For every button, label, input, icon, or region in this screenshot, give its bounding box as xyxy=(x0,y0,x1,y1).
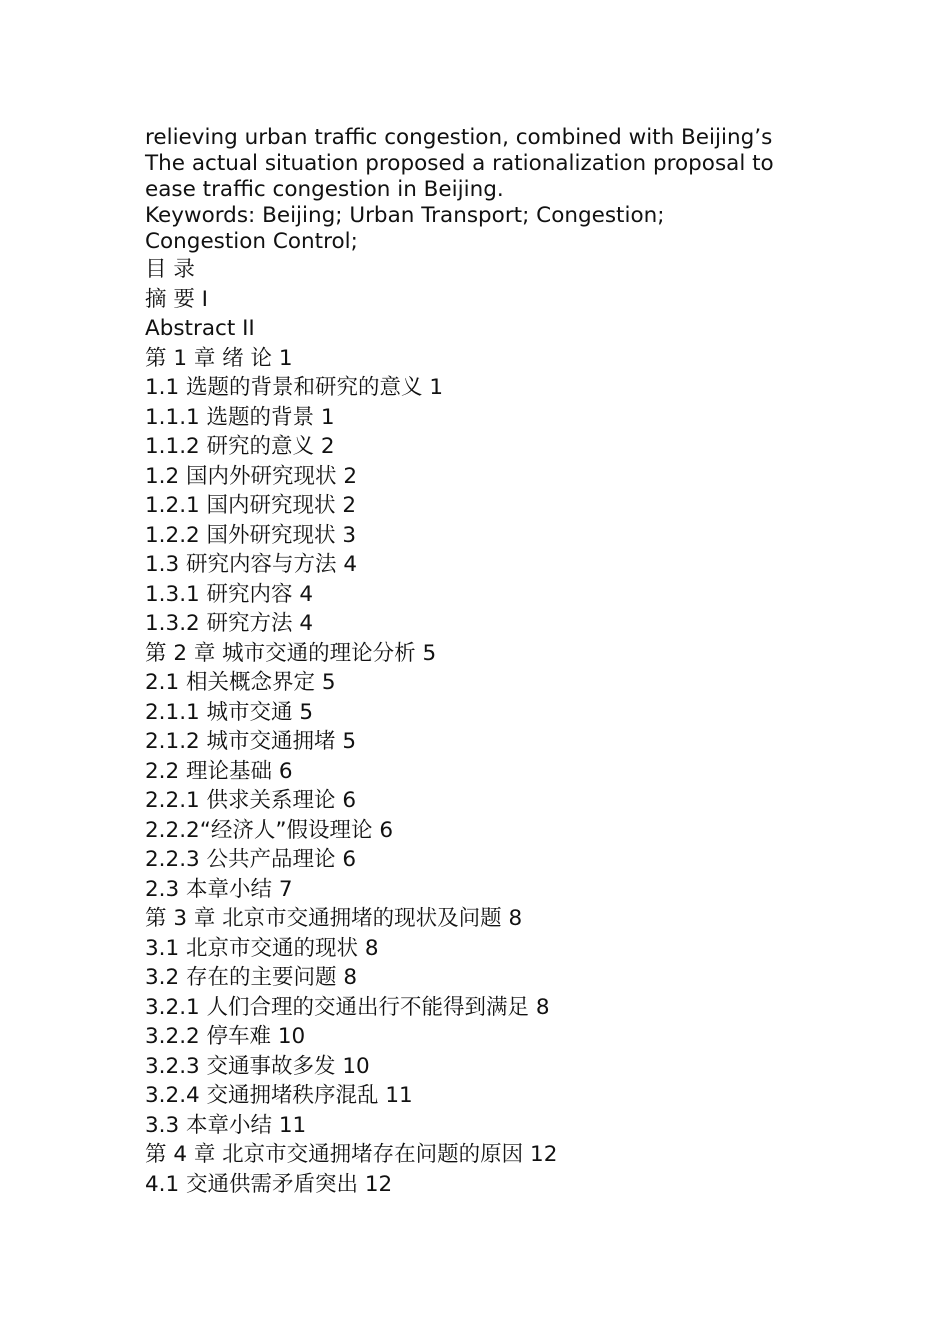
toc-entry: 3.2.4 交通拥堵秩序混乱 11 xyxy=(145,1083,413,1108)
toc-entry: 2.1.2 城市交通拥堵 5 xyxy=(145,729,357,754)
keywords-line: Keywords: Beijing; Urban Transport; Congestion; xyxy=(145,203,665,228)
toc-entry: 2.3 本章小结 7 xyxy=(145,876,293,902)
toc-entry: 2.2.3 公共产品理论 6 xyxy=(145,847,357,872)
toc-entry: 3.2.1 人们合理的交通出行不能得到满足 8 xyxy=(145,994,550,1020)
toc-entry: 第 3 章 北京市交通拥堵的现状及问题 8 xyxy=(145,906,523,931)
toc-entry: 3.1 北京市交通的现状 8 xyxy=(145,935,379,961)
toc-entry: 1.2.1 国内研究现状 2 xyxy=(145,493,357,518)
abstract-line: The actual situation proposed a rationalization proposal to xyxy=(145,151,774,176)
document-page xyxy=(145,125,825,1199)
toc-entry: 摘 要 I xyxy=(145,286,209,312)
toc-entry: 2.2.1 供求关系理论 6 xyxy=(145,788,357,813)
toc-entry: 1.2 国内外研究现状 2 xyxy=(145,463,358,489)
toc-entry: Abstract II xyxy=(145,316,255,341)
toc-entry: 1.1.1 选题的背景 1 xyxy=(145,404,335,430)
toc-entry: 1.3.2 研究方法 4 xyxy=(145,611,314,636)
toc-entry: 3.2.3 交通事故多发 10 xyxy=(145,1053,370,1079)
toc-entry: 1.2.2 国外研究现状 3 xyxy=(145,522,357,548)
toc-entry: 2.1.1 城市交通 5 xyxy=(145,699,314,725)
toc-title: 目 录 xyxy=(145,257,195,282)
toc-entry: 2.2.2“经济人”假设理论 6 xyxy=(145,817,393,843)
toc-entry: 第 4 章 北京市交通拥堵存在问题的原因 12 xyxy=(145,1142,558,1167)
toc-entry: 3.3 本章小结 11 xyxy=(145,1112,307,1138)
toc-entry: 3.2 存在的主要问题 8 xyxy=(145,965,358,990)
abstract-tail xyxy=(145,125,825,203)
abstract-line: relieving urban traffic congestion, combined with Beijing’s xyxy=(145,125,773,150)
toc-entry: 第 1 章 绪 论 1 xyxy=(145,345,293,371)
toc-entry: 2.1 相关概念界定 5 xyxy=(145,670,336,695)
toc-entry: 4.1 交通供需矛盾突出 12 xyxy=(145,1171,393,1197)
keywords xyxy=(145,203,825,255)
toc-entry: 第 2 章 城市交通的理论分析 5 xyxy=(145,640,437,666)
toc-entry: 1.1.2 研究的意义 2 xyxy=(145,434,335,459)
toc-entry: 1.3 研究内容与方法 4 xyxy=(145,552,358,577)
toc-entry: 2.2 理论基础 6 xyxy=(145,758,293,784)
abstract-line: ease traffic congestion in Beijing. xyxy=(145,177,504,202)
table-of-contents xyxy=(145,255,825,1199)
toc-entry: 1.1 选题的背景和研究的意义 1 xyxy=(145,375,444,400)
keywords-line: Congestion Control; xyxy=(145,229,358,254)
toc-entry: 1.3.1 研究内容 4 xyxy=(145,581,314,607)
toc-entry: 3.2.2 停车难 10 xyxy=(145,1024,306,1049)
